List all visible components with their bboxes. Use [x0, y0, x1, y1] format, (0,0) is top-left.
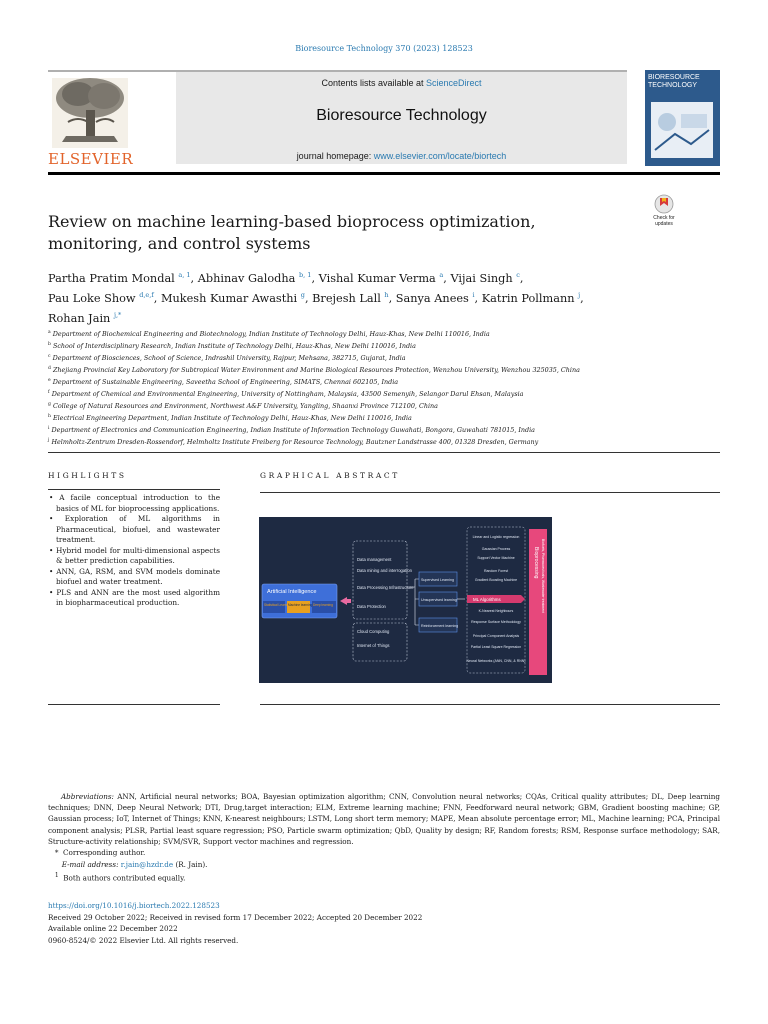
affiliation-rule [48, 452, 720, 453]
highlight-item [48, 514, 220, 546]
highlight-text: ANN, GA, RSM, and SVM models dominate biofuel and water treatment. [56, 566, 221, 586]
abbreviations-paragraph [48, 791, 720, 847]
affiliation [48, 436, 728, 448]
author[interactable]: Sanya Anees [395, 291, 469, 305]
email-link[interactable]: r.jain@hzdr.de [120, 859, 174, 869]
check-for-updates-button[interactable] [644, 194, 684, 230]
author-affiliation-marker[interactable]: a, 1 [178, 271, 191, 279]
affiliation-key: i [48, 426, 50, 432]
check-updates-label: Check for updates [653, 215, 675, 227]
author-affiliation-marker[interactable]: c [516, 271, 520, 279]
bullet-icon: • [49, 514, 65, 523]
homepage-prefix: journal homepage: [296, 151, 374, 161]
algorithm-item: Gaussian Process [481, 547, 511, 551]
highlight-item [48, 588, 220, 609]
author-affiliation-marker[interactable]: d,e,f [139, 290, 154, 299]
bullet-icon: • [49, 566, 57, 576]
bioprocessing-sub: Biofuels, Pharmaceuticals, Wastewater treatment [541, 539, 545, 613]
highlight-item [48, 546, 220, 567]
publisher-wordmark: ELSEVIER [48, 150, 134, 168]
graphical-abstract-heading: GRAPHICAL ABSTRACT [260, 471, 400, 480]
highlight-text: PLS and ANN are the most used algorithm in biopharmaceutical production. [56, 587, 220, 607]
affiliation-key: e [48, 378, 51, 384]
highlights-heading: HIGHLIGHTS [48, 471, 127, 480]
check-updates-icon [654, 194, 674, 214]
author-affiliation-marker[interactable]: j [578, 290, 581, 299]
affiliation [48, 340, 728, 352]
email-suffix: (R. Jain). [173, 859, 208, 869]
journal-name: Bioresource Technology [316, 107, 487, 124]
algorithm-item: Linear and Logistic regression [472, 535, 520, 539]
data-item-2: Data mining and interrogation [357, 568, 412, 573]
affiliation [48, 376, 728, 388]
author[interactable]: Mukesh Kumar Awasthi [160, 291, 298, 305]
author-affiliation-marker[interactable]: a [439, 271, 444, 279]
graphical-abstract-rule-top [260, 492, 720, 493]
received-dates: Received 29 October 2022; Received in revised form 17 December 2022; Accepted 20 December 2022 [48, 912, 423, 922]
affiliation-text: School of Interdisciplinary Research, Indian Institute of Technology Delhi, Hauz-Khas, New Delhi 110016, India [52, 342, 416, 351]
bullet-icon: • [49, 493, 60, 502]
author[interactable]: Partha Pratim Mondal [48, 271, 175, 285]
author-affiliation-marker[interactable]: h [384, 290, 389, 299]
highlights-list [48, 493, 220, 609]
ai-sub-1: Statistical Learning [264, 603, 291, 607]
ai-sub-2: Machine learning [288, 603, 313, 607]
data-item-3: Data Processing Infrastructure [357, 585, 414, 590]
affiliation-key: h [48, 414, 51, 420]
journal-cover-thumbnail[interactable] [645, 70, 720, 166]
masthead-bottom-rule [48, 172, 720, 175]
elsevier-tree-icon [48, 72, 176, 152]
affiliation-text: Electrical Engineering Department, Indian Institute of Technology Delhi, Hauz-Khas, New Delhi 110016, India [52, 414, 412, 423]
compute-item-2: Internet of Things [357, 643, 390, 648]
affiliation [48, 352, 728, 364]
email-footnote [48, 859, 720, 871]
copyright-line: 0960-8524/© 2022 Elsevier Ltd. All rights reserved. [48, 935, 239, 945]
data-item-1: Data management [357, 557, 392, 562]
affiliation-text: Zhejiang Provincial Key Laboratory for Subtropical Water Environment and Marine Biological Resources Protection, Wenzhou University, Wenzhou 325035, China [52, 366, 580, 375]
corresponding-footnote: * Corresponding author. [48, 848, 146, 857]
affiliation-key: b [48, 342, 51, 348]
author[interactable]: Pau Loke Show [48, 291, 136, 305]
highlights-rule-bottom [48, 704, 220, 705]
affiliation [48, 364, 728, 376]
author[interactable]: Katrin Pollmann [481, 291, 575, 305]
algorithm-item: Principal Component Analysis [472, 634, 520, 638]
highlight-item [48, 567, 220, 588]
affiliation-key: d [48, 366, 51, 372]
affiliation-text: Department of Chemical and Environmental Engineering, University of Nottingham, Malaysia, 43500 Semenyih, Selangor Darul Ehsan, Malaysia [51, 390, 524, 399]
author-affiliation-marker[interactable]: i [472, 290, 475, 299]
email-label: E-mail address: [61, 859, 119, 869]
journal-homepage-link[interactable]: www.elsevier.com/locate/biortech [373, 151, 507, 161]
ai-label: Artificial Intelligence [267, 589, 317, 595]
abbreviations-text: ANN, Artificial neural networks; BOA, Bayesian optimization algorithm; CNN, Convolution neural networks; CQAs, Critical quality attributes; DL, Deep learning techniques; DNN, Deep Neural Network; DTI, Drug,target interaction; ELM, Extreme learning machine; FNN, Feedforward neural network; GBM, Gradient boosting machine; GP, Gaussian process; IoT, Internet of Things; KNN, K-nearest neighbours; LSTM, Long short term memory; MAPE, Mean absolute percentage error; ML, Machine learning; PCA, Principal component analysis; PLSR, Partial least square regression; PSO, Particle swarm optimization; QbD, Quality by design; RF, Random forests; RSM, Response surface methodology; SAR, Structure-activity relationship; SVM/SVR, Support vector machines and regression. [48, 792, 720, 846]
learning-2: Unsupervised learning [421, 598, 457, 602]
compute-item-1: Cloud Computing [357, 629, 390, 634]
graphical-abstract-rule-bottom [260, 704, 720, 705]
cover-title: BIORESOURCE TECHNOLOGY [648, 74, 700, 89]
ai-sub-3: Deep learning [313, 603, 333, 607]
affiliation [48, 388, 728, 400]
author-affiliation-marker[interactable]: j,* [113, 310, 122, 319]
author[interactable]: Rohan Jain [48, 311, 111, 325]
algorithm-item: Random Forest [483, 569, 509, 573]
author[interactable]: Vishal Kumar Verma [318, 271, 436, 285]
highlight-item [48, 493, 220, 514]
affiliation-key: c [48, 354, 51, 360]
algorithm-item: K-Nearest Neighbours [478, 609, 514, 613]
bioprocessing-label: Bioprocessing [533, 547, 539, 579]
affiliation-text: Department of Sustainable Engineering, Saveetha School of Engineering, SIMATS, Chennai 602105, India [52, 378, 399, 387]
highlight-text: Exploration of ML algorithms in Pharmaceutical, biofuel, and wastewater treatment. [56, 514, 221, 544]
affiliation-text: Department of Electronics and Communication Engineering, Indian Institute of Information Technology Guwahati, Bongora, Guwahati 781015, India [51, 426, 535, 435]
bullet-icon: • [49, 545, 57, 555]
affiliation-key: a [48, 330, 51, 335]
contents-line [176, 78, 627, 88]
abbreviations-label: Abbreviations: [60, 792, 114, 801]
journal-reference-link[interactable]: Bioresource Technology 370 (2023) 128523 [295, 44, 473, 53]
online-date: Available online 22 December 2022 [48, 924, 178, 934]
author-affiliation-marker[interactable]: b, 1 [299, 271, 312, 279]
sciencedirect-link[interactable]: ScienceDirect [426, 78, 482, 88]
affiliation-text: College of Natural Resources and Environment, Northwest A&F University, Yangling, Shaanxi Province 712100, China [52, 402, 438, 411]
equal-contribution-text: Both authors contributed equally. [63, 873, 186, 883]
author[interactable]: Brejesh Lall [312, 291, 381, 305]
data-item-4: Data Protection [357, 604, 386, 609]
bullet-icon: • [49, 587, 57, 597]
affiliation [48, 412, 728, 424]
algorithm-item: Neural Networks (ANN, CNN, & RNN) [466, 659, 526, 663]
author[interactable]: Abhinav Galodha [197, 271, 296, 285]
author-affiliation-marker[interactable]: g [300, 290, 305, 299]
cover-art-icon [645, 70, 720, 166]
equal-contribution-footnote: $^1$ Both authors contributed equally. [54, 872, 186, 883]
highlights-rule-top [48, 489, 220, 490]
affiliation-list [48, 328, 728, 448]
author-list: Partha Pratim Mondal $^{a, 1}$, Abhinav Galodha $^{b, 1}$, Vishal Kumar Verma $^a$, Vijai Singh $^c$, Pau Loke Show $^{d,e,f}$, Mukesh Kumar Awasthi $^g$, Brejesh Lall $^h$, Sanya Anees $^i$, Katrin Pollmann $^j$, Rohan Jain $^{j,*}$ [48, 271, 584, 325]
graphical-abstract-diagram [259, 517, 552, 683]
publication-info [48, 900, 720, 946]
learning-1: Supervised Learning [421, 578, 454, 582]
affiliation-text: Helmholtz-Zentrum Dresden-Rossendorf, Helmholtz Institute Freiberg for Resource Technology, Bautzner Landstrasse 400, 01328 Dresden, Germany [51, 438, 539, 447]
affiliation-key: f [48, 390, 50, 396]
article-title: Review on machine learning-based bioprocess optimization, monitoring, and control systems [48, 212, 536, 253]
algorithm-item: Partial Least Square Regression [470, 645, 522, 649]
homepage-line [176, 151, 627, 161]
affiliation [48, 328, 728, 340]
graphical-abstract-figure[interactable] [259, 517, 552, 683]
highlight-text: Hybrid model for multi-dimensional aspects & better prediction capabilities. [56, 545, 221, 565]
ml-label: ML Algorithms [473, 597, 501, 602]
affiliation [48, 400, 728, 412]
contents-prefix: Contents lists available at [321, 78, 427, 88]
doi-link[interactable]: https://doi.org/10.1016/j.biortech.2022.128523 [48, 901, 220, 910]
learning-3: Reinforcement learning [421, 624, 459, 628]
affiliation-key: g [48, 402, 51, 408]
algorithm-item: Response Surface Methodology [471, 620, 521, 624]
affiliation-text: Department of Biosciences, School of Science, Indrashil University, Rajpur, Mehsana, 382715, Gujarat, India [52, 354, 406, 363]
affiliation-text: Department of Biochemical Engineering and Biotechnology, Indian Institute of Technology Delhi, Hauz-Khas, New Delhi 110016, India [52, 330, 490, 339]
algorithm-item: Support Vector Machine [477, 556, 515, 560]
algorithm-item: Gradient Boosting Machine [474, 578, 518, 582]
affiliation-key: j [48, 438, 50, 444]
affiliation [48, 424, 728, 436]
author[interactable]: Vijai Singh [450, 271, 513, 285]
footnotes [48, 847, 720, 884]
corresponding-text: Corresponding author. [63, 848, 146, 857]
highlight-text: A facile conceptual introduction to the basics of ML for bioprocessing applications. [56, 493, 221, 513]
